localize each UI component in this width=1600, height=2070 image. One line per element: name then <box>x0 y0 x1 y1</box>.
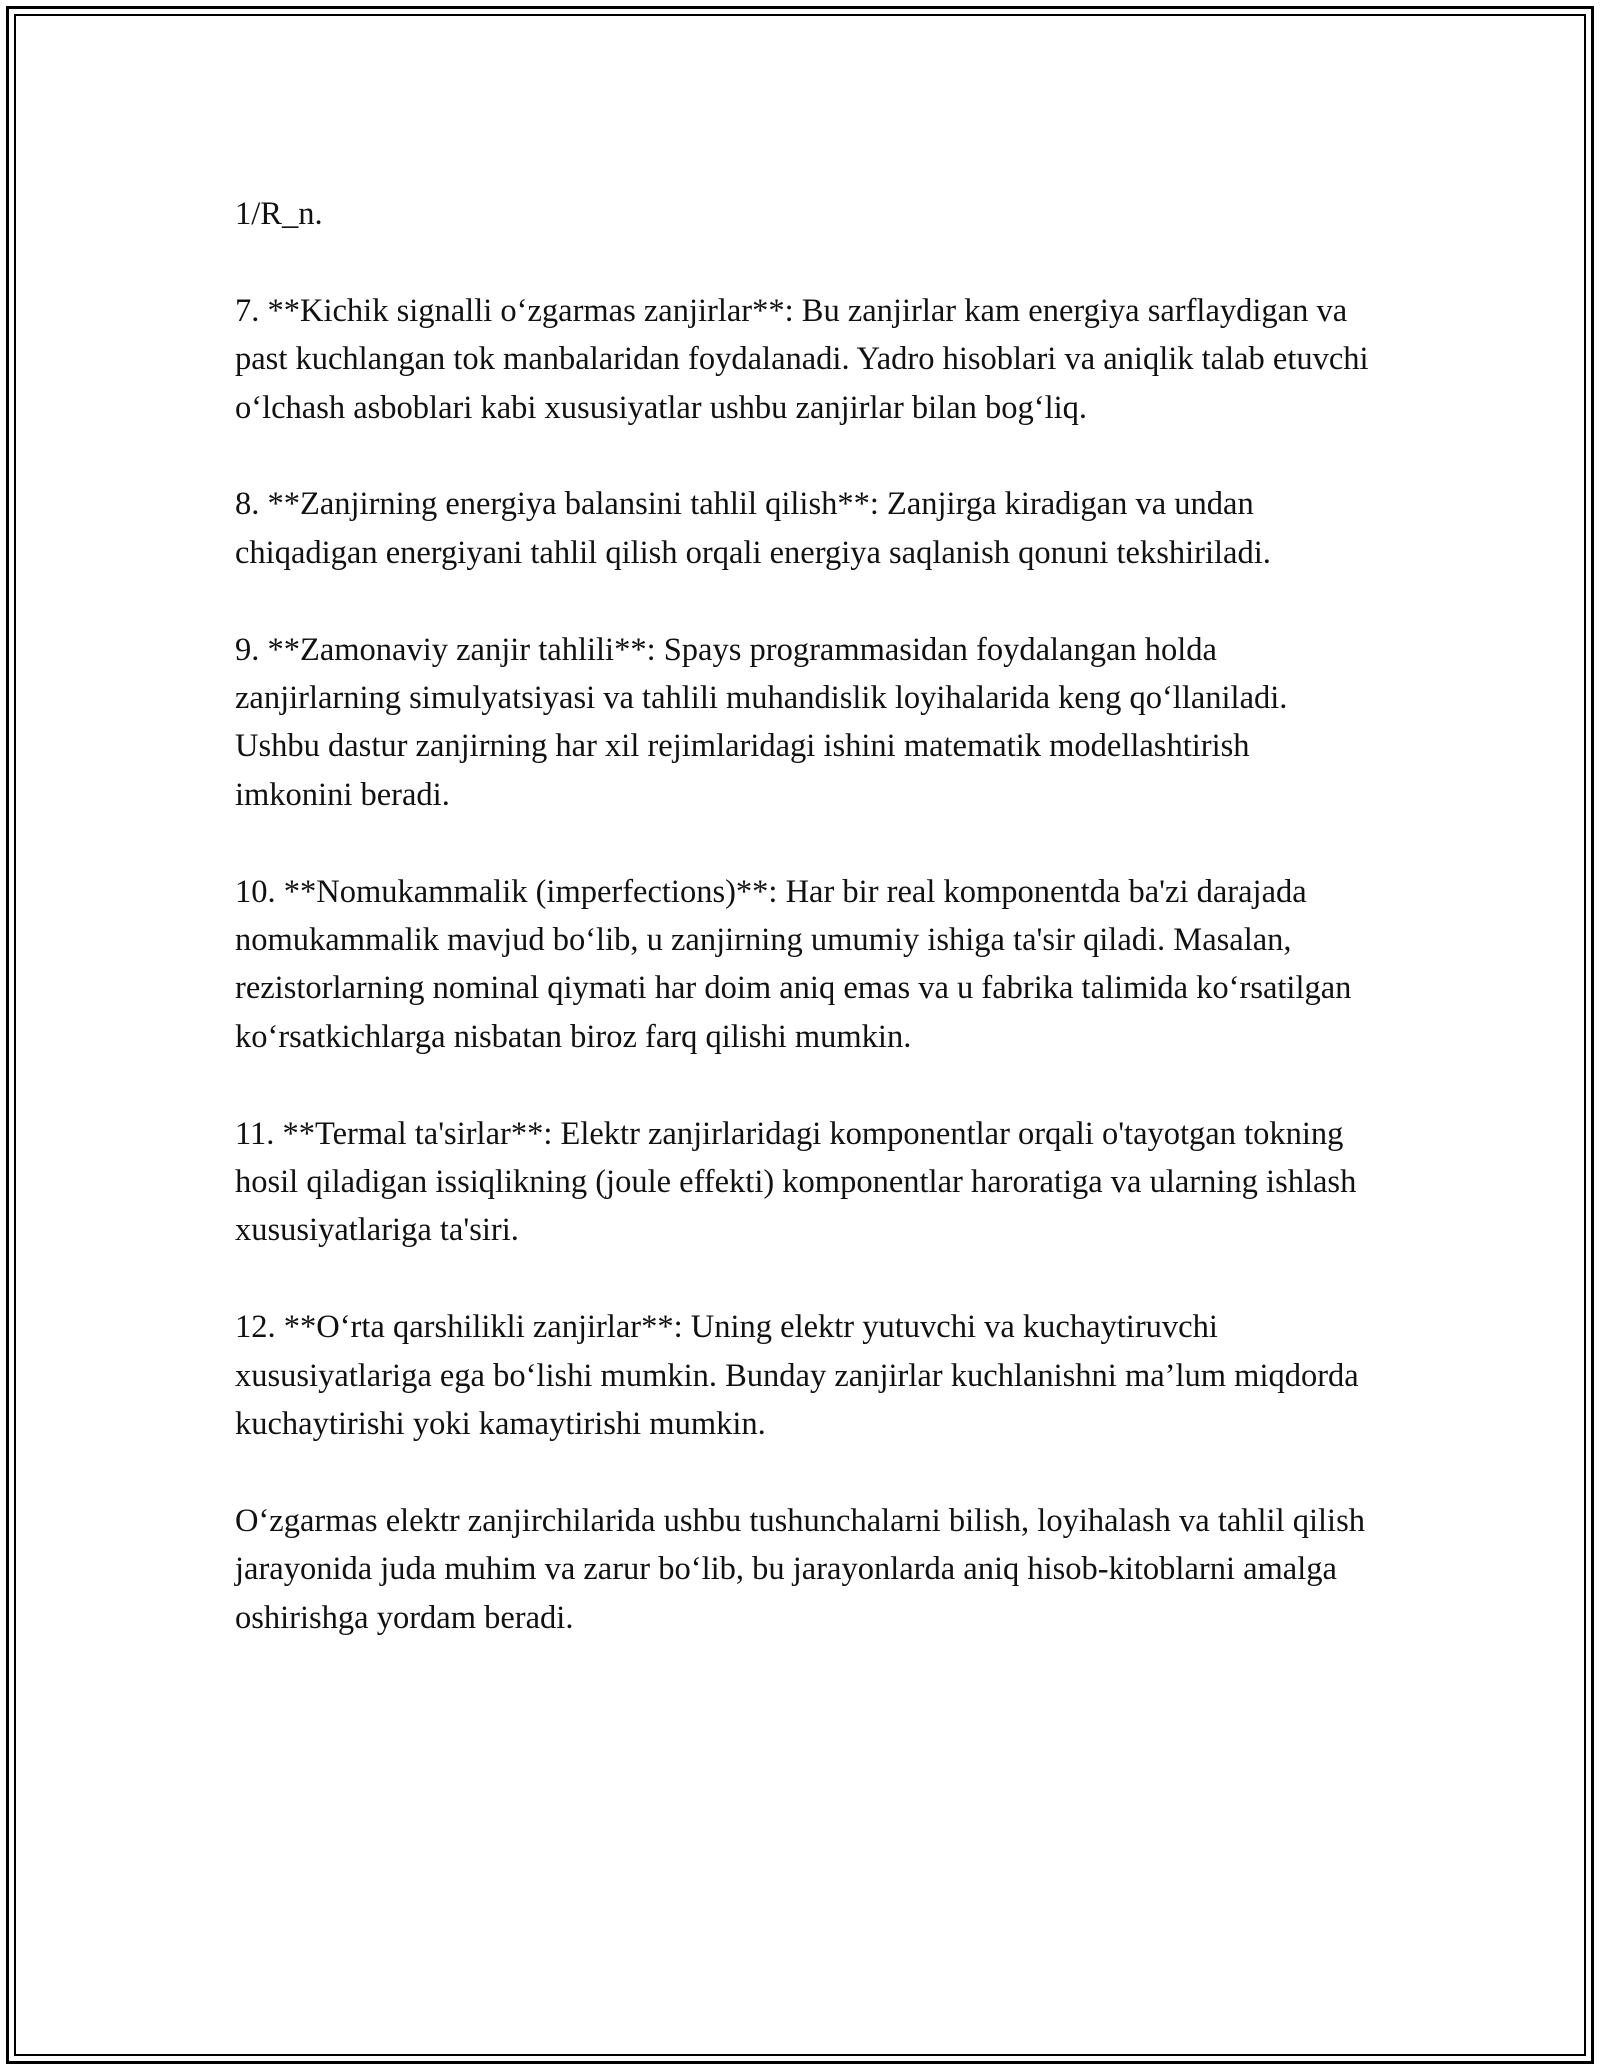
document-body <box>235 190 1370 1690</box>
paragraph-fragment: 1/R_n. <box>235 196 323 232</box>
paragraph-item-7: 7. **Kichik signalli o‘zgarmas zanjirlar**: Bu zanjirlar kam energiya sarflaydigan va past kuchlangan tok manbalaridan foydalanadi. Yadro hisoblari va aniqlik talab etuvchi o‘lchash asboblari kabi xususiyatlar ushbu zanjirlar bilan bog‘liq. <box>235 292 1369 426</box>
paragraph-item-12: 12. **O‘rta qarshilikli zanjirlar**: Uning elektr yutuvchi va kuchaytiruvchi xususiyatlariga ega bo‘lishi mumkin. Bunday zanjirlar kuchlanishni ma’lum miqdorda kuchaytirishi yoki kamaytirishi mumkin. <box>235 1309 1359 1443</box>
paragraph-item-10: 10. **Nomukammalik (imperfections)**: Har bir real komponentda ba'zi darajada nomukammalik mavjud bo‘lib, u zanjirning umumiy ishiga ta'sir qiladi. Masalan, rezistorlarning nominal qiymati har doim aniq emas va u fabrika talimida ko‘rsatilgan ko‘rsatkichlarga nisbatan biroz farq qilishi mumkin. <box>235 873 1352 1055</box>
paragraph-item-9: 9. **Zamonaviy zanjir tahlili**: Spays programmasidan foydalangan holda zanjirlarning simulyatsiyasi va tahlili muhandislik loyihalarida keng qo‘llaniladi. Ushbu dastur zanjirning har xil rejimlaridagi ishini matematik modellashtirish imkonini beradi. <box>235 631 1288 813</box>
paragraph-item-11: 11. **Termal ta'sirlar**: Elektr zanjirlaridagi komponentlar orqali o'tayotgan tokning hosil qiladigan issiqlikning (joule effekti) komponentlar haroratiga va ularning ishlash xususiyatlariga ta'siri. <box>235 1115 1357 1249</box>
paragraph-conclusion: O‘zgarmas elektr zanjirchilarida ushbu tushunchalarni bilish, loyihalash va tahlil qilish jarayonida juda muhim va zarur bo‘lib, bu jarayonlarda aniq hisob-kitoblarni amalga oshirishga yordam beradi. <box>235 1502 1365 1636</box>
paragraph-item-8: 8. **Zanjirning energiya balansini tahlil qilish**: Zanjirga kiradigan va undan chiqadigan energiyani tahlil qilish orqali energiya saqlanish qonuni tekshiriladi. <box>235 486 1271 571</box>
